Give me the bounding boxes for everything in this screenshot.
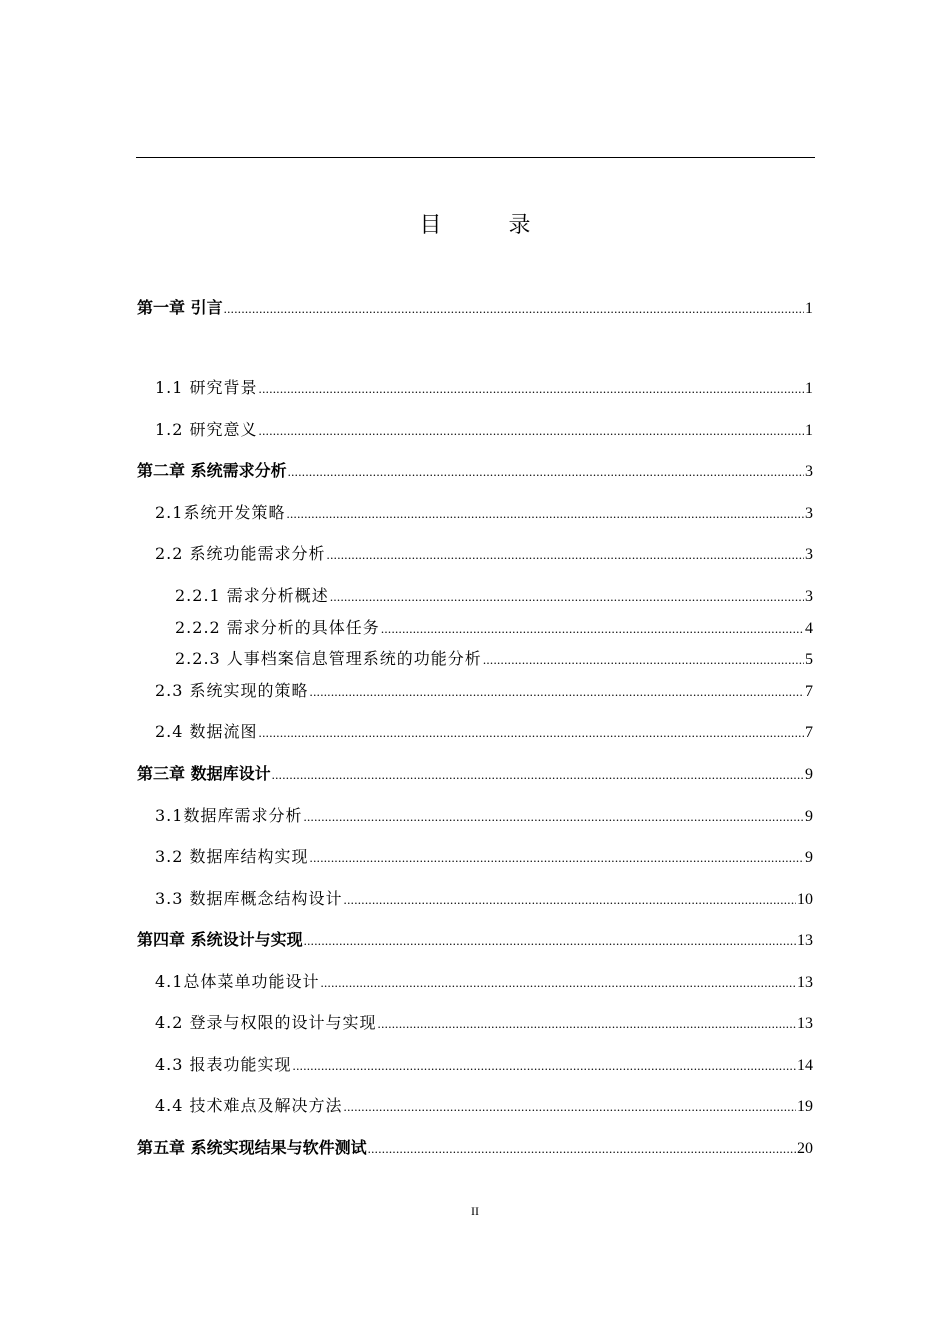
toc-page-number: 3 [805,463,813,480]
toc-page-number: 4 [805,620,813,637]
toc-entry-label: 4.3 报表功能实现 [155,1055,292,1074]
toc-page-number: 14 [797,1057,813,1074]
toc-page-number: 9 [805,849,813,866]
toc-dot-leader [310,848,804,868]
toc-dot-leader [330,587,804,607]
toc-dot-leader [259,379,804,399]
toc-entry-3-3[interactable] [155,889,813,910]
toc-entry-label: 2.2.3 人事档案信息管理系统的功能分析 [175,649,482,668]
toc-entry-label: 第四章 系统设计与实现 [137,930,303,949]
toc-dot-leader [259,421,804,441]
toc-entry-label: 第五章 系统实现结果与软件测试 [137,1138,367,1157]
toc-page-number: 1 [805,380,813,397]
toc-dot-leader [293,1056,796,1076]
toc-entry-label: 2.4 数据流图 [155,722,258,741]
toc-entry-label: 2.3 系统实现的策略 [155,681,309,700]
toc-entry-4-3[interactable] [155,1055,813,1076]
toc-entry-label: 4.4 技术难点及解决方法 [155,1096,343,1115]
toc-dot-leader [224,299,804,319]
toc-dot-leader [344,890,796,910]
toc-entry-label: 2.2 系统功能需求分析 [155,544,326,563]
toc-entry-label: 第一章 引言 [137,298,223,317]
toc-entry-label: 2.1系统开发策略 [155,503,286,522]
toc-page-number: 10 [797,891,813,908]
toc-entry-label: 第二章 系统需求分析 [137,461,287,480]
toc-page-number: 9 [805,766,813,783]
toc-entry-label: 3.2 数据库结构实现 [155,847,309,866]
toc-dot-leader [381,619,804,639]
toc-page-number: 13 [797,1015,813,1032]
footer-page-number: II [471,1204,479,1218]
toc-entry-label: 2.2.2 需求分析的具体任务 [175,618,380,637]
toc-page-number: 13 [797,974,813,991]
toc-entry-label: 4.2 登录与权限的设计与实现 [155,1013,377,1032]
toc-entry-label: 3.3 数据库概念结构设计 [155,889,343,908]
toc-entry-label: 4.1总体菜单功能设计 [155,972,320,991]
toc-page-number: 20 [797,1140,813,1157]
toc-entry-2-2[interactable] [155,544,813,565]
toc-dot-leader [320,973,796,993]
toc-dot-leader [259,723,804,743]
toc-title: 目 录 [419,213,561,238]
header-rule [136,157,815,158]
toc-page-number: 1 [805,300,813,317]
toc-page-number: 19 [797,1098,813,1115]
toc-entry-label: 3.1数据库需求分析 [155,806,303,825]
toc-page-number: 13 [797,932,813,949]
toc-entry-2-2-3[interactable] [175,649,813,670]
toc-entry-3-2[interactable] [155,847,813,868]
toc-dot-leader [286,504,804,524]
toc-page-number: 7 [805,683,813,700]
toc-entry-1-2[interactable] [155,420,813,441]
toc-dot-leader [327,545,804,565]
toc-page-number: 7 [805,724,813,741]
toc-entry-2-2-1[interactable] [175,586,813,607]
toc-page-number: 3 [805,588,813,605]
toc-entry-4-2[interactable] [155,1013,813,1034]
toc-entry-2-1[interactable] [155,503,813,524]
toc-entry-2-3[interactable] [155,681,813,702]
toc-entry-ch3[interactable] [137,764,813,785]
toc-page-number: 1 [805,422,813,439]
toc-page-number: 3 [805,505,813,522]
toc-entry-label: 1.2 研究意义 [155,420,258,439]
toc-entry-ch1[interactable] [137,298,813,319]
toc-entry-ch5[interactable] [137,1138,813,1159]
toc-entry-label: 第三章 数据库设计 [137,764,271,783]
toc-entry-1-1[interactable] [155,378,813,399]
toc-dot-leader [303,807,804,827]
toc-entry-3-1[interactable] [155,806,813,827]
toc-entry-label: 1.1 研究背景 [155,378,258,397]
toc-entry-ch2[interactable] [137,461,813,482]
toc-dot-leader [310,682,804,702]
toc-dot-leader [483,650,804,670]
toc-dot-leader [304,931,796,951]
toc-page-number: 3 [805,546,813,563]
toc-dot-leader [378,1014,796,1034]
toc-entry-label: 2.2.1 需求分析概述 [175,586,329,605]
toc-dot-leader [344,1097,796,1117]
toc-entry-2-2-2[interactable] [175,618,813,639]
toc-entry-2-4[interactable] [155,722,813,743]
toc-page-number: 9 [805,808,813,825]
toc-dot-leader [288,462,804,482]
toc-dot-leader [272,765,804,785]
toc-entry-4-4[interactable] [155,1096,813,1117]
toc-dot-leader [368,1139,796,1159]
toc-entry-4-1[interactable] [155,972,813,993]
toc-page-number: 5 [805,651,813,668]
toc-entry-ch4[interactable] [137,930,813,951]
